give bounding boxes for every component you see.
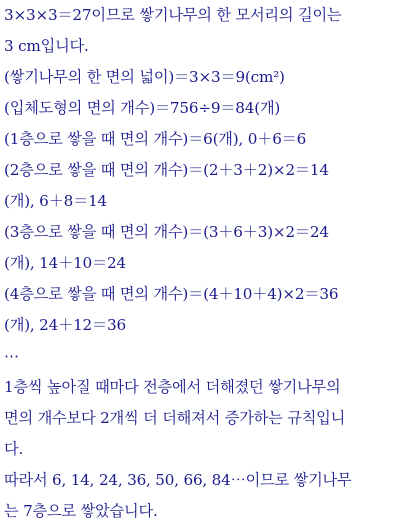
text-line: 1층씩 높아질 때마다 전층에서 더해졌던 쌓기나무의 [4, 378, 341, 396]
text-line: 는 7층으로 쌓았습니다. [4, 502, 158, 520]
text-line: 3×3×3＝27이므로 쌓기나무의 한 모서리의 길이는 [4, 6, 342, 24]
text-line: 다. [4, 440, 24, 458]
text-line: (개), 6＋8＝14 [4, 192, 108, 210]
solution-text [4, 0, 398, 527]
text-line: (개), 14＋10＝24 [4, 254, 126, 272]
text-line: (쌓기나무의 한 면의 넓이)＝3×3＝9(cm²) [4, 68, 285, 86]
text-line: 3 cm입니다. [4, 37, 89, 55]
text-line: (1층으로 쌓을 때 면의 개수)＝6(개), 0＋6＝6 [4, 130, 307, 148]
text-line: (4층으로 쌓을 때 면의 개수)＝(4＋10＋4)×2＝36 [4, 285, 339, 303]
text-line: (3층으로 쌓을 때 면의 개수)＝(3＋6＋3)×2＝24 [4, 223, 329, 241]
text-line: (개), 24＋12＝36 [4, 316, 126, 334]
text-line: (입체도형의 면의 개수)＝756÷9＝84(개) [4, 99, 281, 117]
text-line: ⋯ [4, 347, 19, 365]
text-line: 면의 개수보다 2개씩 더 더해져서 증가하는 규칙입니 [4, 409, 346, 427]
text-line: 따라서 6, 14, 24, 36, 50, 66, 84⋯이므로 쌓기나무 [4, 471, 352, 489]
text-line: (2층으로 쌓을 때 면의 개수)＝(2＋3＋2)×2＝14 [4, 161, 329, 179]
